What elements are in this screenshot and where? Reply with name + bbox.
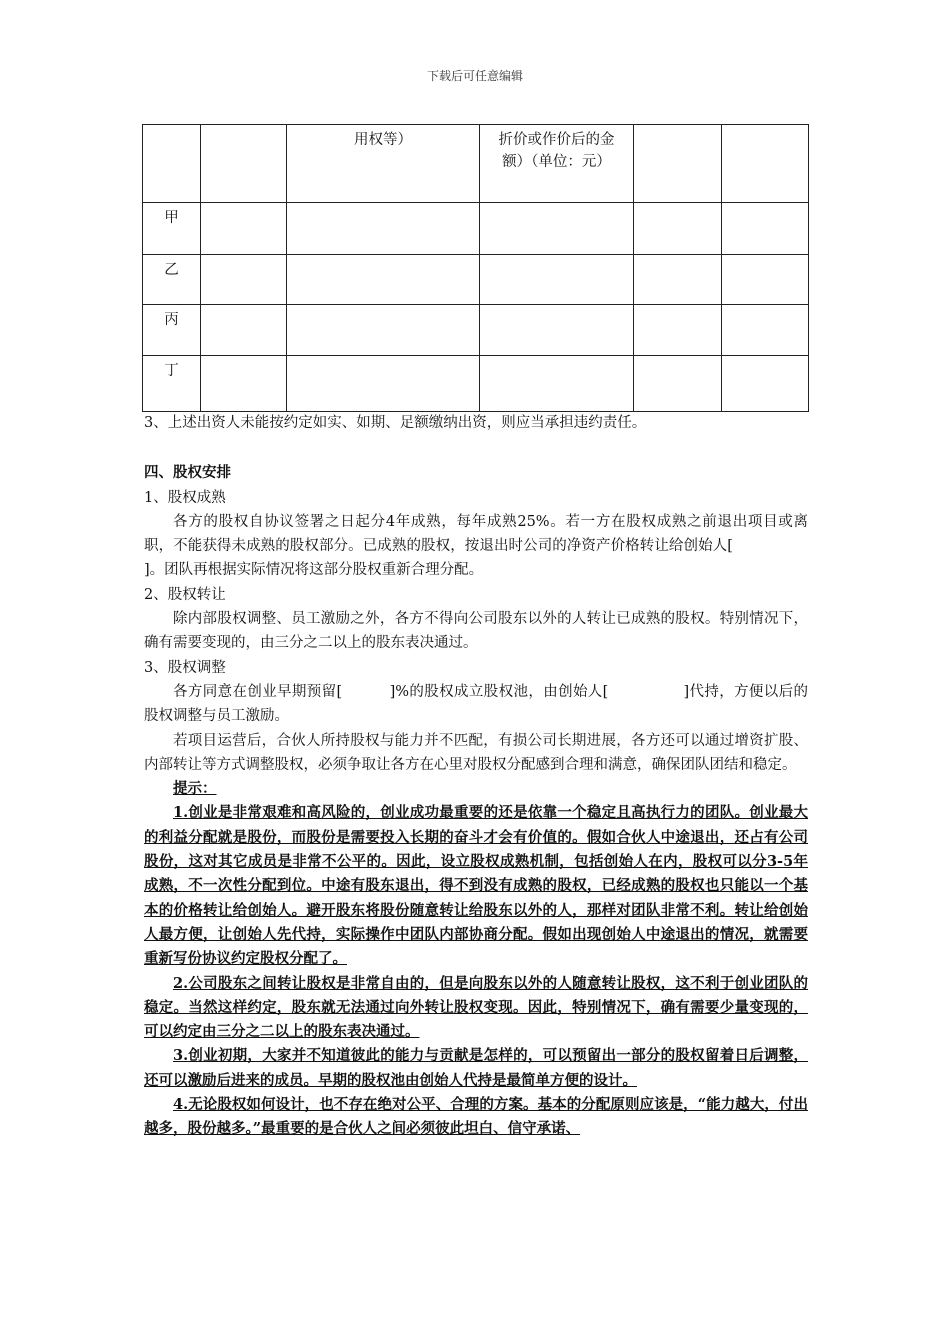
table-row [143,255,809,305]
subsection-1-title: 1、股权成熟 [144,489,226,506]
tip-item: 2.公司股东之间转让股权是非常自由的，但是向股东以外的人随意转让股权，这不利于创业团队的稳定。当然这样约定，股东就无法通过向外转让股权变现。因此，特别情况下，确有需要少量变现的，可以约定由三分之二以上的股东表决通过。 [144,974,808,1041]
tip-item: 3.创业初期，大家并不知道彼此的能力与贡献是怎样的，可以预留出一部分的股权留着日后调整，还可以激励后进来的成员。早期的股权池由创始人代持是最简单方便的设计。 [144,1047,808,1089]
row-label: 丁 [143,356,201,412]
text-run: 各方的股权自协议签署之日起分4年成熟，每年成熟25%。若一方在股权成熟之前退出项目或离职，不能获得未成熟的股权部分。已成熟的股权，按退出时公司的净资产价格转让给创始人[ [144,513,808,555]
table-row [143,305,809,356]
table-cell [634,203,722,255]
table-cell [722,305,809,356]
table-cell [201,356,287,412]
row-label: 乙 [143,255,201,305]
table-cell [634,305,722,356]
table-cell [201,255,287,305]
table-cell [722,356,809,412]
subsection-2-title: 2、股权转让 [144,586,226,603]
page-header: 下载后可任意编辑 [426,69,523,83]
table-cell: 折价或作价后的金额）（单位：元） [480,125,634,203]
text-run: ]%的股权成立股权池，由创始人[ [389,683,609,700]
table-cell [480,203,634,255]
blank-field [608,680,683,704]
table-cell [287,356,480,412]
investment-table [142,124,809,412]
text-run: ]代持，方便以后的股权调整与员工激励。 [144,683,809,725]
row-label: 甲 [143,203,201,255]
row-label: 丙 [143,305,201,356]
tip-item: 1.创业是非常艰难和高风险的，创业成功最重要的还是依靠一个稳定且高执行力的团队。创业最大的利益分配就是股份，而股份是需要投入长期的奋斗才会有价值的。假如合伙人中途退出，还占有公司股份，这对其它成员是非常不公平的。因此，设立股权成熟机制，包括创始人在内，股权可以分3-5年成熟，不一次性分配到位。中途有股东退出，得不到没有成熟的股权，已经成熟的股权也只能以一个基本的价格转让给创始人。避开股东将股份随意转让给股东以外的人，那样对团队非常不利。转让给创始人最方便，让创始人先代持，实际操作中团队内部协商分配。假如出现创始人中途退出的情况，就需要重新写份协议约定股权分配了。 [144,804,808,968]
table-cell [722,203,809,255]
subsection-1-paragraph [144,510,808,583]
table-cell [287,305,480,356]
table-cell [201,305,287,356]
table-cell [480,305,634,356]
tip-item: 4.无论股权如何设计，也不存在绝对公平、合理的方案。基本的分配原则应该是，“能力越大，付出越多，股份越多。”最重要的是合伙人之间必须彼此坦白、信守承诺、 [144,1096,808,1138]
table-cell [287,255,480,305]
table-cell [480,255,634,305]
text-run: 各方同意在创业早期预留[ [173,683,343,700]
table-cell [634,255,722,305]
table-cell [201,203,287,255]
table-cell [480,356,634,412]
blank-field [733,534,808,558]
table-cell: 用权等） [287,125,480,203]
subsection-3-title: 3、股权调整 [144,659,226,676]
tips-title: 提示： [173,780,217,798]
table-cell [287,203,480,255]
section-4-title: 四、股权安排 [144,464,231,482]
document-body [144,411,808,1142]
subsection-2-paragraph: 除内部股权调整、员工激励之外，各方不得向公司股东以外的人转让已成熟的股权。特别情况下，确有需要变现的，由三分之二以上的股东表决通过。 [144,611,808,652]
subsection-3-paragraph-2: 若项目运营后，合伙人所持股权与能力并不匹配，有损公司长期进展，各方还可以通过增资扩股、内部转让等方式调整股权，必须争取让各方在心里对股权分配感到合理和满意，确保团队团结和稳定。 [144,732,808,773]
subsection-3-paragraph-1 [144,680,808,729]
text-run: ]。团队再根据实际情况将这部分股权重新合理分配。 [144,562,484,579]
table-header-row [143,125,809,203]
table-cell [634,356,722,412]
table-cell [201,125,287,203]
clause-3: 3、上述出资人未能按约定如实、如期、足额缴纳出资，则应当承担违约责任。 [144,415,647,431]
table-row [143,356,809,412]
blank-field [342,680,389,704]
table-cell [634,125,722,203]
table-cell [722,125,809,203]
table-cell [722,255,809,305]
table-row [143,203,809,255]
table-cell [143,125,201,203]
